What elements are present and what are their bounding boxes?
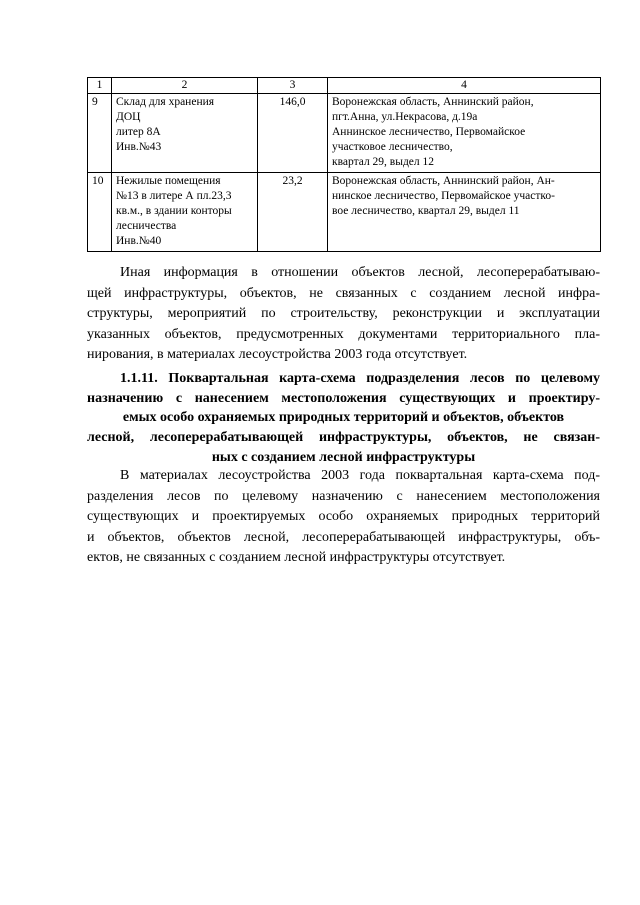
objects-table [87, 77, 601, 252]
paragraph-line: ектов, не связанных с созданием лесной инфраструктуры отсутствует. [87, 550, 506, 565]
paragraph-line: В материалах лесоустройства 2003 года поквартальная карта-схема под- [120, 468, 600, 483]
heading-line: лесной, лесоперерабатывающей инфраструктуры, объектов, не связан- [87, 430, 600, 446]
object-name-line: Нежилые помещения [116, 175, 221, 187]
object-name-line: Инв.№40 [116, 235, 162, 247]
paragraph-line: и объектов, объектов лесной, лесоперерабатывающей инфраструктуры, объ- [87, 529, 600, 545]
row-number: 10 [88, 173, 112, 252]
object-name-line: литер 8А [116, 126, 161, 138]
location-cell [328, 173, 601, 252]
info-paragraph [87, 263, 600, 366]
area-cell: 23,2 [258, 173, 328, 252]
object-name-line: №13 в литере А пл.23,3 [116, 190, 232, 202]
object-name-line: лесничества [116, 220, 177, 232]
area-cell: 146,0 [258, 94, 328, 173]
location-line: участковое лесничество, [332, 141, 453, 153]
paragraph-line: существующих и проектируемых особо охраняемых природных территорий [87, 509, 600, 524]
row-number: 9 [88, 94, 112, 173]
map-info-paragraph [87, 466, 600, 569]
column-number-4: 4 [328, 78, 601, 94]
paragraph-line: указанных объектов, предусмотренных документами территориального пла- [87, 326, 600, 342]
location-line: вое лесничество, квартал 29, выдел 11 [332, 205, 520, 217]
heading-line: ных с созданием лесной инфраструктуры [211, 449, 476, 465]
location-cell [328, 94, 601, 173]
object-name-line: кв.м., в здании конторы [116, 205, 232, 217]
column-number-3: 3 [258, 78, 328, 94]
section-heading [87, 369, 600, 467]
heading-line: 1.1.11. Поквартальная карта-схема подразделения лесов по целевому [120, 371, 600, 386]
location-line: нинское лесничество, Первомайское участко- [332, 190, 555, 202]
table-header-row [88, 78, 601, 94]
paragraph-line: разделения лесов по целевому назначению с нанесением местоположения [87, 488, 600, 504]
paragraph-line: структуры, мероприятий по строительству, реконструкции и эксплуатации [87, 306, 600, 321]
location-line: Воронежская область, Аннинский район, [332, 96, 534, 108]
heading-line: емых особо охраняемых природных территорий и объектов, объектов [122, 410, 565, 426]
paragraph-line: щей инфраструктуры, объектов, не связанных с созданием лесной инфра- [87, 285, 600, 301]
object-name-cell [112, 173, 258, 252]
heading-line: назначению с нанесением местоположения существующих и проектиру- [87, 390, 600, 406]
object-name-line: Инв.№43 [116, 141, 162, 153]
table-row [88, 94, 601, 173]
location-line: пгт.Анна, ул.Некрасова, д.19а [332, 111, 478, 123]
column-number-1: 1 [88, 78, 112, 94]
object-name-cell [112, 94, 258, 173]
object-name-line: ДОЦ [116, 111, 141, 123]
paragraph-line: нирования, в материалах лесоустройства 2003 года отсутствует. [87, 347, 468, 362]
paragraph-line: Иная информация в отношении объектов лесной, лесоперерабатываю- [120, 265, 600, 280]
column-number-2: 2 [112, 78, 258, 94]
location-line: Воронежская область, Аннинский район, Ан- [332, 175, 555, 187]
object-name-line: Склад для хранения [116, 96, 215, 108]
table-row [88, 173, 601, 252]
location-line: Аннинское лесничество, Первомайское [332, 126, 526, 138]
location-line: квартал 29, выдел 12 [332, 156, 435, 168]
